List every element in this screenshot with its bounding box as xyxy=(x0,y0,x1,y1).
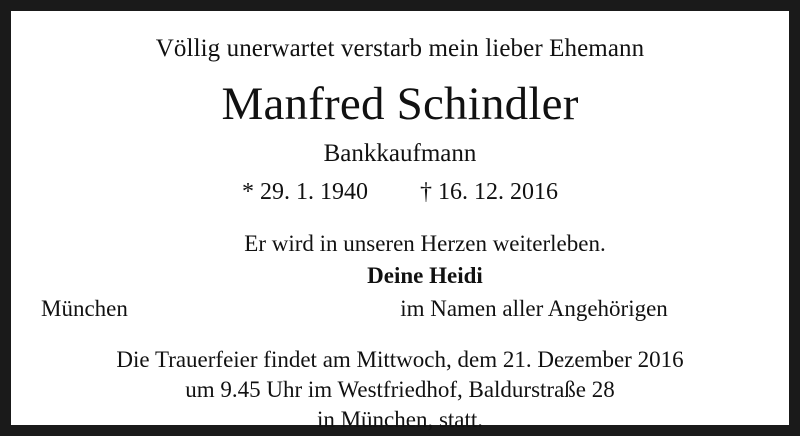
ceremony-details xyxy=(33,345,767,436)
profession-text: Bankkaufmann xyxy=(323,140,477,168)
death-date: † 16. 12. 2016 xyxy=(420,178,558,205)
ceremony-line-2: um 9.45 Uhr im Westfriedhof, Baldurstraße 28 xyxy=(185,377,615,403)
ceremony-line-1: Die Trauerfeier findet am Mittwoch, dem 21. Dezember 2016 xyxy=(116,346,684,372)
signer-name: Deine Heidi xyxy=(367,262,483,288)
deceased-name: Manfred Schindler xyxy=(221,77,579,130)
birth-date: * 29. 1. 1940 xyxy=(242,178,368,205)
life-dates xyxy=(33,179,767,205)
intro-text: Völlig unerwartet verstarb mein lieber Ehemann xyxy=(155,35,645,62)
memorial-text: Er wird in unseren Herzen weiterleben. xyxy=(244,231,606,257)
city-and-behalf-row xyxy=(33,295,767,323)
ceremony-line-3: in München, statt. xyxy=(316,407,484,433)
memorial-block xyxy=(33,231,767,323)
city-text: München xyxy=(41,296,128,322)
on-behalf-text: im Namen aller Angehörigen xyxy=(400,296,668,322)
